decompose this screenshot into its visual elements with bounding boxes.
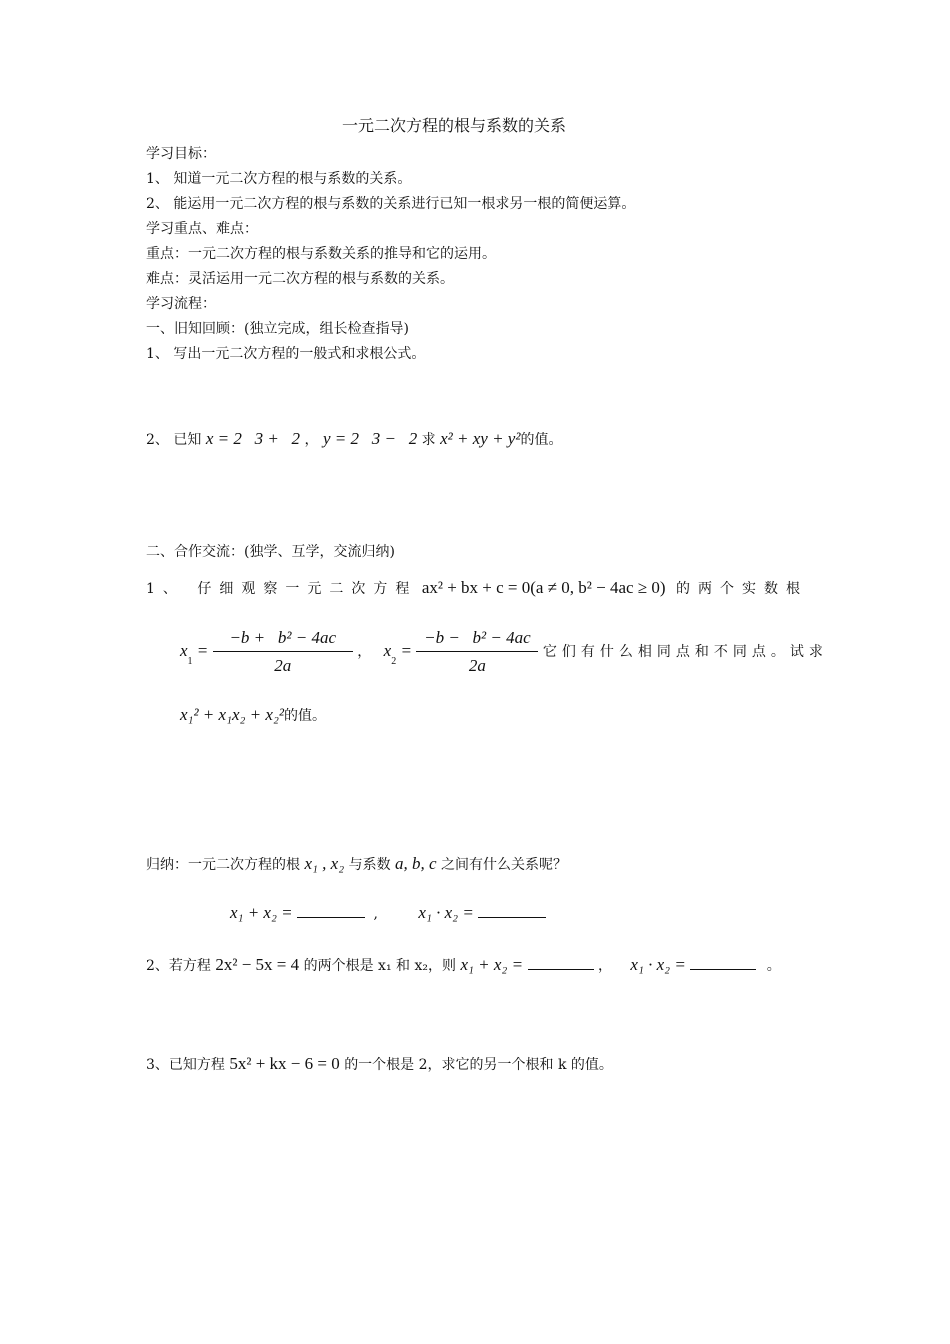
- s2q2-middle: 的两个根是 x₁ 和 x₂，则: [303, 958, 456, 974]
- summary-middle: 与系数: [348, 857, 391, 873]
- s2q1-after-roots: 它们有什么相同点和不同点。试求: [542, 644, 828, 660]
- x2-numerator: −b − b² − 4ac: [424, 628, 531, 647]
- s2q2-comma: ，: [597, 958, 612, 974]
- s2q1-prefix: 1、 仔细观察一元二次方程: [146, 581, 418, 597]
- product-answer-blank[interactable]: [478, 903, 546, 918]
- s2q2-product-blank[interactable]: [690, 955, 756, 970]
- objective-1: 1、 知道一元二次方程的根与系数的关系。: [146, 171, 412, 187]
- x2-denominator: 2a: [416, 651, 538, 676]
- s2q2-end: 。: [766, 958, 781, 974]
- x1-label: $x_1$ =: [180, 641, 209, 667]
- s2q2-sum: x₁ + x₂ =: [460, 955, 524, 974]
- y-definition: y = 2 3 − 2: [322, 429, 418, 448]
- summary-sum: x₁ + x₂ =: [230, 903, 293, 922]
- root-formulas: [180, 628, 828, 676]
- x1-denominator: 2a: [213, 651, 353, 676]
- s1-question-2: [146, 430, 562, 449]
- sum-of-squares-expression: x₁² + x₁x₂ + x₂²: [180, 705, 284, 724]
- page-title: 一元二次方程的根与系数的关系: [342, 116, 567, 135]
- key-point: 重点：一元二次方程的根与系数关系的推导和它的运用。: [146, 246, 496, 262]
- x1-fraction: [213, 628, 353, 676]
- summary-formulas: [230, 903, 546, 923]
- x2-fraction: [416, 628, 538, 676]
- s2q2-sum-blank[interactable]: [528, 955, 594, 970]
- s2q3-prefix: 3、已知方程: [146, 1057, 225, 1073]
- process-heading: 学习流程：: [146, 296, 216, 312]
- s2-question-3: [146, 1055, 613, 1074]
- difficulty: 难点：灵活运用一元二次方程的根与系数的关系。: [146, 271, 454, 287]
- summary-coeffs: a, b, c: [395, 854, 437, 873]
- summary-prefix: 归纳：一元二次方程的根: [146, 857, 300, 873]
- sum-answer-blank[interactable]: [297, 903, 365, 918]
- s2q1-suffix: 的两个实数根: [676, 581, 809, 597]
- s1q2-comma: ，: [304, 432, 319, 448]
- s2-question-1: [146, 579, 808, 598]
- objective-2: 2、 能运用一元二次方程的根与系数的关系进行已知一根求另一根的简便运算。: [146, 196, 636, 212]
- summary-suffix: 之间有什么关系呢？: [441, 857, 568, 873]
- s2q1-expr-suffix: 的值。: [283, 708, 326, 724]
- s2q2-equation: 2x² − 5x = 4: [215, 955, 300, 974]
- x1-numerator: −b + b² − 4ac: [229, 628, 337, 647]
- s2q2-prefix: 2、若方程: [146, 958, 211, 974]
- section1-heading: 一、旧知回顾：(独立完成，组长检查指导): [146, 321, 409, 337]
- s2q3-suffix: 的一个根是 2，求它的另一个根和 k 的值。: [344, 1057, 613, 1073]
- section2-heading: 二、合作交流：(独学、互学，交流归纳): [146, 544, 395, 560]
- s2-question-2: [146, 955, 781, 975]
- summary-roots: x₁ , x₂: [304, 854, 345, 873]
- general-equation: ax² + bx + c = 0(a ≠ 0, b² − 4ac ≥ 0): [421, 578, 666, 597]
- x-definition: x = 2 3 + 2: [205, 429, 301, 448]
- s1q2-prefix: 2、 已知: [146, 432, 202, 448]
- x2-label: $x_2$ =: [383, 641, 412, 667]
- summary-line: [146, 855, 567, 874]
- s1-question-1: 1、 写出一元二次方程的一般式和求根公式。: [146, 346, 426, 362]
- focus-heading: 学习重点、难点：: [146, 221, 258, 237]
- summary-sep: ,: [373, 906, 378, 922]
- s2q3-equation: 5x² + kx − 6 = 0: [229, 1054, 340, 1073]
- summary-product: x₁ · x₂ =: [418, 903, 474, 922]
- s1q2-ask: 求: [421, 432, 436, 448]
- s2q2-product: x₁ · x₂ =: [630, 955, 686, 974]
- s1q2-suffix: 的值。: [520, 432, 563, 448]
- roots-comma: ，: [357, 644, 372, 660]
- objectives-heading: 学习目标：: [146, 146, 216, 162]
- s1q2-expression: x² + xy + y²: [440, 429, 521, 448]
- s2q1-expression-line: [180, 706, 326, 725]
